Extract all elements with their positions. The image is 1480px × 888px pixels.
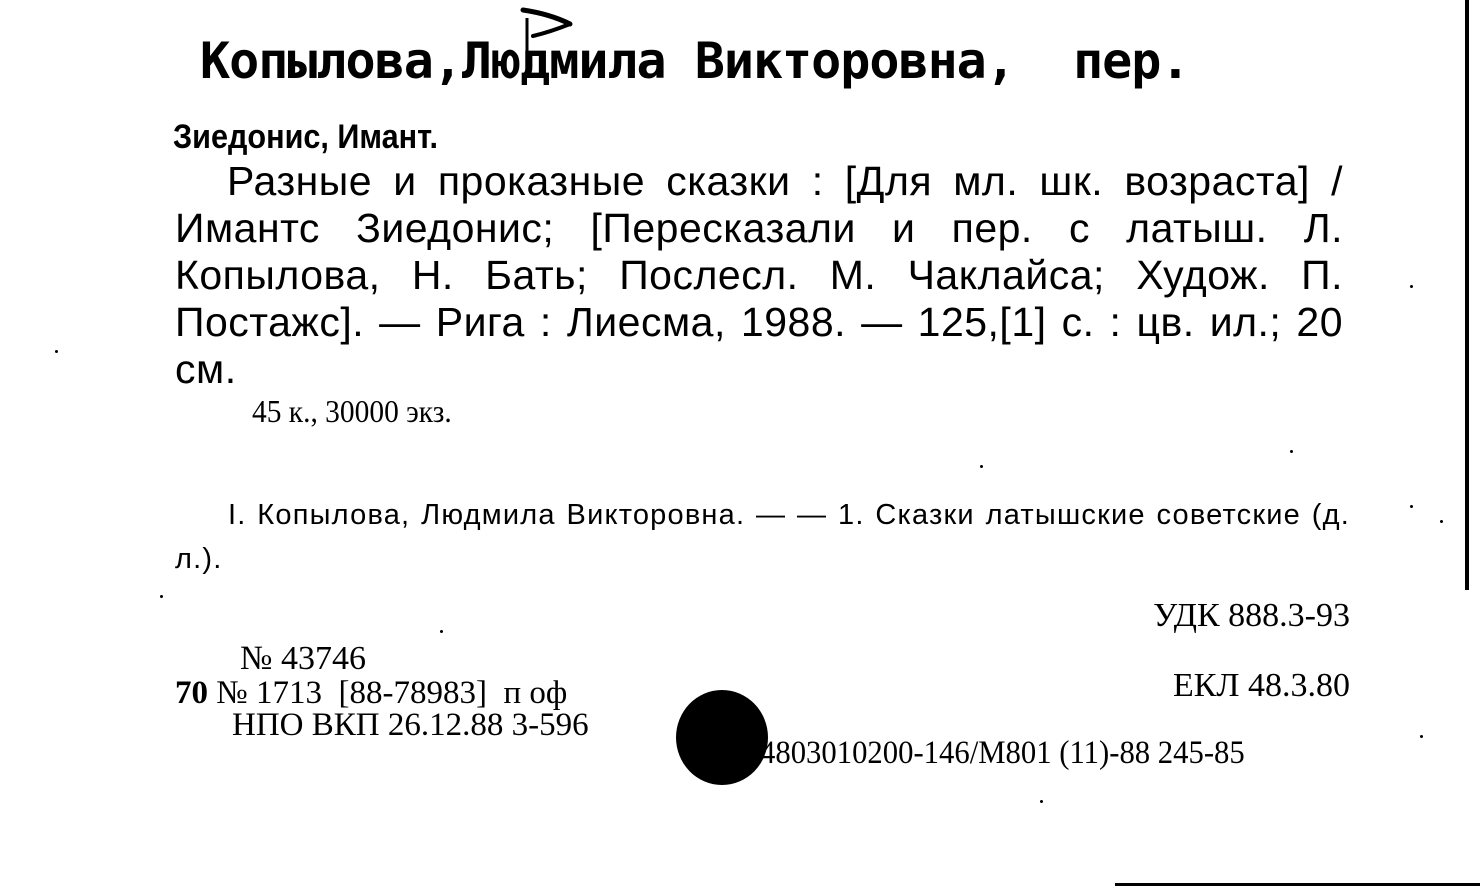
scan-speck [160, 595, 163, 598]
udk-classification: УДК 888.3-93 [1153, 597, 1350, 634]
ekl-classification: ЕКЛ 48.3.80 [1172, 667, 1350, 704]
price-and-print-run: 45 к., 30000 экз. [252, 393, 452, 429]
scan-speck [980, 465, 983, 468]
scan-speck [1440, 520, 1443, 523]
order-lead: 70 [175, 675, 208, 711]
card-number: № 43746 [240, 640, 366, 677]
card-edge-bottom [1115, 883, 1480, 886]
scan-speck [1410, 505, 1413, 508]
scan-speck [1410, 285, 1413, 288]
handwritten-correction-mark [515, 2, 590, 62]
scan-speck [1420, 735, 1423, 738]
scan-speck [440, 630, 443, 633]
tracings: I. Копылова, Людмила Викторовна. — — 1. Сказки латышские советские (д. л.). [175, 499, 1350, 575]
card-edge-right [1465, 0, 1469, 590]
scan-speck [55, 350, 58, 353]
scan-speck [1040, 800, 1043, 803]
printer-line: НПО ВКП 26.12.88 3-596 [232, 707, 589, 743]
author-heading: Зиедонис, Имант. [173, 118, 438, 156]
bibliographic-description: Разные и проказные сказки : [Для мл. шк. возраста] / Имантс Зиедонис; [Пересказали и пер. с латыш. Л. Копылова, Н. Бать; Послесл. М. Чаклайса; Худож. П. Постажс]. — Рига : Лиесма, 1988. — 125,[1] с. : цв. ил.; 20 см. [175, 158, 1343, 392]
scan-speck [1290, 450, 1293, 453]
typed-translator-header: Копылова,Людмила Викторовна, пер. [200, 32, 1190, 90]
order-details: № 1713 [88-78983] п оф [208, 675, 568, 711]
publication-code: 4803010200-146/М801 (11)-88 245-85 [760, 735, 1245, 771]
punch-hole-blot [676, 690, 768, 785]
